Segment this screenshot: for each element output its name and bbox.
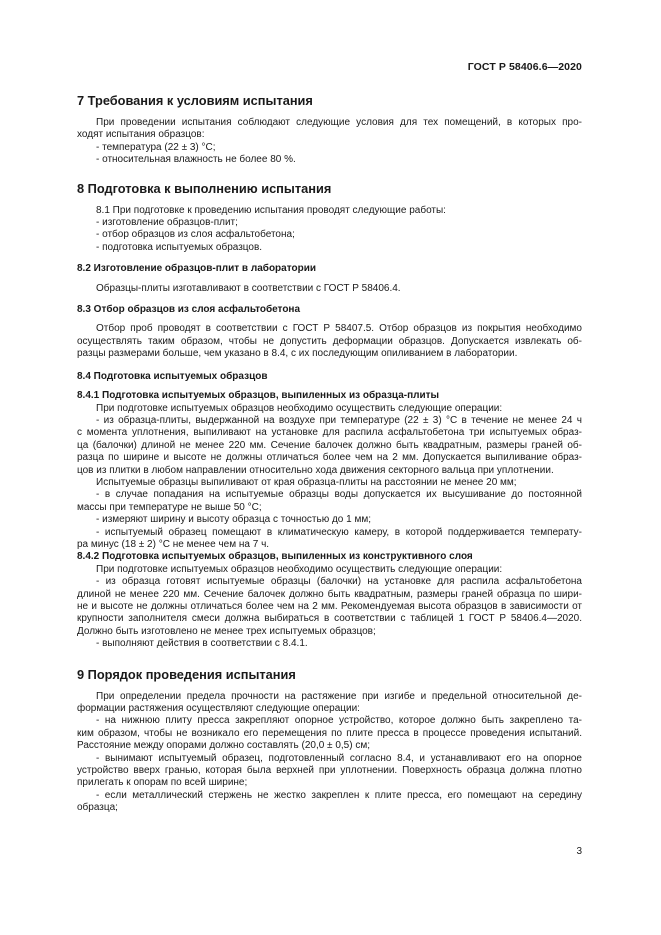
text-line: - если металлический стержень не жестко закреплен к плите пресса, его помещают на середину xyxy=(96,789,582,801)
s7-paragraph-1 xyxy=(77,117,582,142)
text-line: При подготовке испытуемых образцов необходимо осуществить следующие операции: xyxy=(96,402,503,414)
text-line: 7 Требования к условиям испытания xyxy=(77,93,313,108)
s8-1-paragraph xyxy=(77,205,582,217)
s8-3-paragraph xyxy=(77,323,582,360)
s9-step-support xyxy=(77,715,582,752)
s8-2-paragraph xyxy=(77,283,582,295)
text-line: 8.4 Подготовка испытуемых образцов xyxy=(77,370,268,382)
document-body xyxy=(77,92,582,815)
s8-4-2-intro xyxy=(77,564,582,576)
s8-4-2-step-cut xyxy=(77,576,582,638)
text-line: цов из плитки в любом направлении относительно хода движения секторного вальца при уплотнении. xyxy=(77,464,554,476)
text-line: 8.4.2 Подготовка испытуемых образцов, выпиленных из конструктивного слоя xyxy=(77,551,473,563)
text-line: ра минус (18 ± 2) °С не менее чем на 7 ч. xyxy=(77,538,270,550)
s7-item-temperature xyxy=(77,142,582,154)
s8-4-1-step-distance xyxy=(77,477,582,489)
text-line: - в случае попадания на испытуемые образцы воды допускается их высушивание до постоянной xyxy=(96,489,582,501)
text-line: Расстояние между опорами должно составлять (20,0 ± 0,5) см; xyxy=(77,740,370,752)
subsection-8-4-1-title xyxy=(77,390,582,402)
subsection-8-4-title xyxy=(77,371,582,383)
subsection-8-2-title xyxy=(77,263,582,275)
text-line: разцы размерами больше, чем указано в 8.4, с их последующим опиливанием в лаборатории. xyxy=(77,348,518,360)
text-line: - из образца-плиты, выдержанной на воздухе при температуре (22 ± 3) °С в течение не менее 24 ч xyxy=(96,414,582,426)
text-line: массы при температуре не выше 50 °С; xyxy=(77,501,262,513)
document-id xyxy=(468,61,582,73)
text-line: - из образца готовят испытуемые образцы (балочки) на установке для распила асфальтобетона xyxy=(96,576,582,588)
text-line: ца (балочки) длиной не менее 220 мм. Сечение балочек должно быть квадратным, размеры граней об- xyxy=(77,439,582,451)
page-number xyxy=(576,846,582,857)
text-line: осуществлять таким образом, чтобы не допустить деформации образцов. Допускается извлекать об- xyxy=(77,335,582,347)
subsection-8-4-2-title xyxy=(77,551,582,563)
s8-4-1-step-cut xyxy=(77,415,582,477)
s8-4-1-intro xyxy=(77,403,582,415)
text-line: 8.4.1 Подготовка испытуемых образцов, выпиленных из образца-плиты xyxy=(77,390,440,402)
text-line: - температура (22 ± 3) °С; xyxy=(96,141,216,153)
text-line: - отбор образцов из слоя асфальтобетона; xyxy=(96,229,295,241)
s7-item-humidity xyxy=(77,154,582,166)
s8-4-2-step-repeat xyxy=(77,638,582,650)
text-line: Образцы-плиты изготавливают в соответствии с ГОСТ Р 58406.4. xyxy=(96,282,401,294)
s8-4-1-step-measure xyxy=(77,514,582,526)
text-line: 9 Порядок проведения испытания xyxy=(77,666,296,682)
section-9-title xyxy=(77,667,582,682)
section-8-title xyxy=(77,181,582,196)
text-line: При определении предела прочности на растяжение при изгибе и предельной относительной де- xyxy=(96,690,582,702)
text-line: - выполняют действия в соответствии с 8.4.1. xyxy=(96,638,308,650)
text-line: с момента уплотнения, выпиливают на установке для распила асфальтобетона три испытуемых образ- xyxy=(77,427,582,439)
s9-step-place xyxy=(77,753,582,790)
text-line: - на нижнюю плиту пресса закрепляют опорное устройство, которое должно быть закреплено та- xyxy=(96,715,582,727)
text-line: крупности заполнителя смеси должна выбираться в соответствии с таблицей 1 ГОСТ Р 58406.4—2020. xyxy=(77,613,582,625)
s8-1-item-2 xyxy=(77,229,582,241)
text-line: Должно быть изготовлено не менее трех испытуемых образцов; xyxy=(77,625,376,637)
text-line: - измеряют ширину и высоту образца с точностью до 1 мм; xyxy=(96,514,372,526)
text-line: ГОСТ Р 58406.6—2020 xyxy=(467,61,582,73)
s8-4-1-step-dry xyxy=(77,489,582,514)
text-line: формации растяжения осуществляют следующие операции: xyxy=(77,703,360,715)
text-line: Испытуемые образцы выпиливают от края образца-плиты на расстоянии не менее 20 мм; xyxy=(96,476,517,488)
text-line: При проведении испытания соблюдают следующие условия для тех помещений, в которых про- xyxy=(96,117,582,128)
text-line: образца; xyxy=(77,802,118,814)
s9-step-rod xyxy=(77,790,582,815)
text-line: 8 Подготовка к выполнению испытания xyxy=(77,180,332,196)
text-line: ким образом, чтобы не возникало его перемещения по плите пресса в процессе проведения испытаний. xyxy=(77,727,582,739)
text-line: не и высоте не должны отличаться более чем на 2 мм. Рекомендуемая высота образцов в зависимости от xyxy=(77,601,582,612)
s8-4-1-step-chamber xyxy=(77,527,582,552)
text-line: 8.1 При подготовке к проведению испытания проводят следующие работы: xyxy=(96,204,446,216)
text-line: Отбор проб проводят в соответствии с ГОСТ Р 58407.5. Отбор образцов из покрытия необходимо xyxy=(96,323,582,335)
text-line: - испытуемый образец помещают в климатическую камеру, в которой поддерживается температу- xyxy=(96,526,582,538)
text-line: При подготовке испытуемых образцов необходимо осуществить следующие операции: xyxy=(96,563,503,575)
text-line: устройство вверх гранью, которая была верхней при уплотнении. Поверхность образца должна плотно xyxy=(77,765,582,777)
text-line: 3 xyxy=(576,846,582,857)
text-line: разца по ширине и высоте не должны отличаться более чем на 2 мм. Допускается выпиливание образ- xyxy=(77,452,582,464)
text-line: 8.2 Изготовление образцов-плит в лаборатории xyxy=(77,263,316,275)
text-line: - относительная влажность не более 80 %. xyxy=(96,154,296,166)
section-7-title xyxy=(77,93,582,108)
text-line: ходят испытания образцов: xyxy=(77,129,205,141)
s9-intro xyxy=(77,691,582,716)
text-line: длиной не менее 220 мм. Сечение балочек должно быть квадратным, размеры граней образца по шири- xyxy=(77,588,582,600)
text-line: 8.3 Отбор образцов из слоя асфальтобетона xyxy=(77,304,301,316)
text-line: прилегать к опорам по всей ширине; xyxy=(77,777,248,789)
s8-1-item-1 xyxy=(77,217,582,229)
s8-1-item-3 xyxy=(77,242,582,254)
text-line: - вынимают испытуемый образец, подготовленный согласно 8.4, и устанавливают его на опорное xyxy=(96,752,582,764)
text-line: - подготовка испытуемых образцов. xyxy=(96,241,263,253)
text-line: - изготовление образцов-плит; xyxy=(96,217,238,229)
subsection-8-3-title xyxy=(77,304,582,316)
